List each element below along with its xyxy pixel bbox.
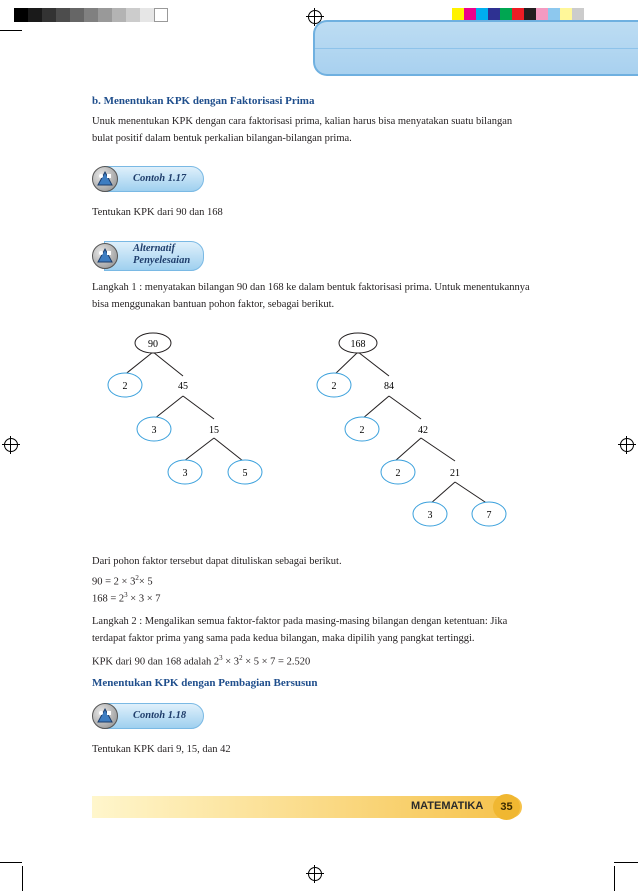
footer-title: MATEMATIKA — [411, 800, 484, 812]
tree-node-label: 3 — [182, 468, 188, 479]
tree-edge — [455, 482, 488, 504]
exponent: 2 — [135, 574, 139, 582]
formula-text: 90 = 2 × 3 — [92, 576, 136, 588]
tree-node-label: 2 — [122, 381, 128, 392]
tree-edge — [153, 352, 183, 376]
section-heading: b. Menentukan KPK dengan Faktorisasi Prima — [92, 95, 315, 107]
formula-text: 168 = 2 — [92, 593, 125, 605]
page-number: 35 — [493, 794, 520, 820]
tree-edge — [123, 352, 153, 376]
example-badge — [104, 703, 204, 729]
tree-edge — [183, 396, 214, 419]
tree-node-label: 2 — [395, 468, 401, 479]
exponent: 3 — [124, 591, 128, 599]
tree-node-label: 5 — [242, 468, 248, 479]
factorization-168 — [92, 587, 161, 608]
factor-tree-90 — [108, 333, 262, 484]
example2-question: Tentukan KPK dari 9, 15, dan 42 — [92, 744, 231, 755]
formula-text: × 3 × 7 — [127, 593, 161, 605]
tree-node-label: 3 — [427, 510, 433, 521]
tree-node-label: 3 — [151, 425, 157, 436]
example-question: Tentukan KPK dari 90 dan 168 — [92, 207, 223, 218]
alternative-label-line1: Alternatif — [133, 243, 176, 254]
formula-text: KPK dari 90 dan 168 adalah 2 — [92, 656, 220, 668]
tree-node-label: 2 — [359, 425, 365, 436]
tree-node-label: 42 — [418, 425, 428, 436]
intro-paragraph: Unuk menentukan KPK dengan cara faktorisasi prima, kalian harus bisa menyatakan suatu bilangan bulat positif dalam bentuk perkalian bilangan-bilangan prima. — [92, 116, 513, 144]
result-intro: Dari pohon faktor tersebut dapat dituliskan sebagai berikut. — [92, 556, 342, 567]
exponent: 2 — [239, 654, 243, 662]
tree-node-label: 84 — [384, 381, 394, 392]
tree-root-label: 90 — [148, 339, 158, 350]
tree-node-label: 2 — [331, 381, 337, 392]
tree-edge — [389, 396, 421, 419]
step2-paragraph: Langkah 2 : Mengalikan semua faktor-faktor pada masing-masing bilangan dengan ketentuan: Jika terdapat faktor prima yang sama pada kedua bilangan, maka dipilih yang pangkat tertinggi. — [92, 616, 508, 644]
example-icon — [92, 703, 118, 729]
tree-node-label: 45 — [178, 381, 188, 392]
formula-text: × 5 × 7 = 2.520 — [242, 656, 311, 668]
tree-edge — [362, 396, 389, 419]
step1-paragraph: Langkah 1 : menyatakan bilangan 90 dan 168 ke dalam bentuk faktorisasi prima. Untuk menentukannya bisa menggunakan bantuan pohon faktor, sebagai berikut. — [92, 282, 530, 310]
tree-edge — [358, 352, 389, 376]
alternative-label-line2: Penyelesaian — [133, 255, 191, 266]
tree-edge — [430, 482, 455, 504]
tree-edge — [395, 438, 421, 461]
tree-edge — [421, 438, 455, 461]
formula-text: × 5 — [138, 576, 153, 588]
tree-edge — [184, 438, 214, 461]
example-label: Contoh 1.18 — [133, 710, 187, 721]
tree-node-label: 15 — [209, 425, 219, 436]
kpk-result — [92, 650, 310, 671]
tree-node-label: 7 — [486, 510, 492, 521]
example-label: Contoh 1.17 — [133, 173, 187, 184]
exponent: 3 — [219, 654, 223, 662]
subheading-pembagian: Menentukan KPK dengan Pembagian Bersusun — [92, 677, 318, 689]
tree-edge — [214, 438, 243, 461]
tree-edge — [154, 396, 183, 419]
tree-root-label: 168 — [350, 339, 366, 350]
tree-node-label: 21 — [450, 468, 460, 479]
factor-tree-168 — [317, 333, 506, 526]
formula-text: × 3 — [222, 656, 240, 668]
tree-edge — [333, 352, 358, 376]
